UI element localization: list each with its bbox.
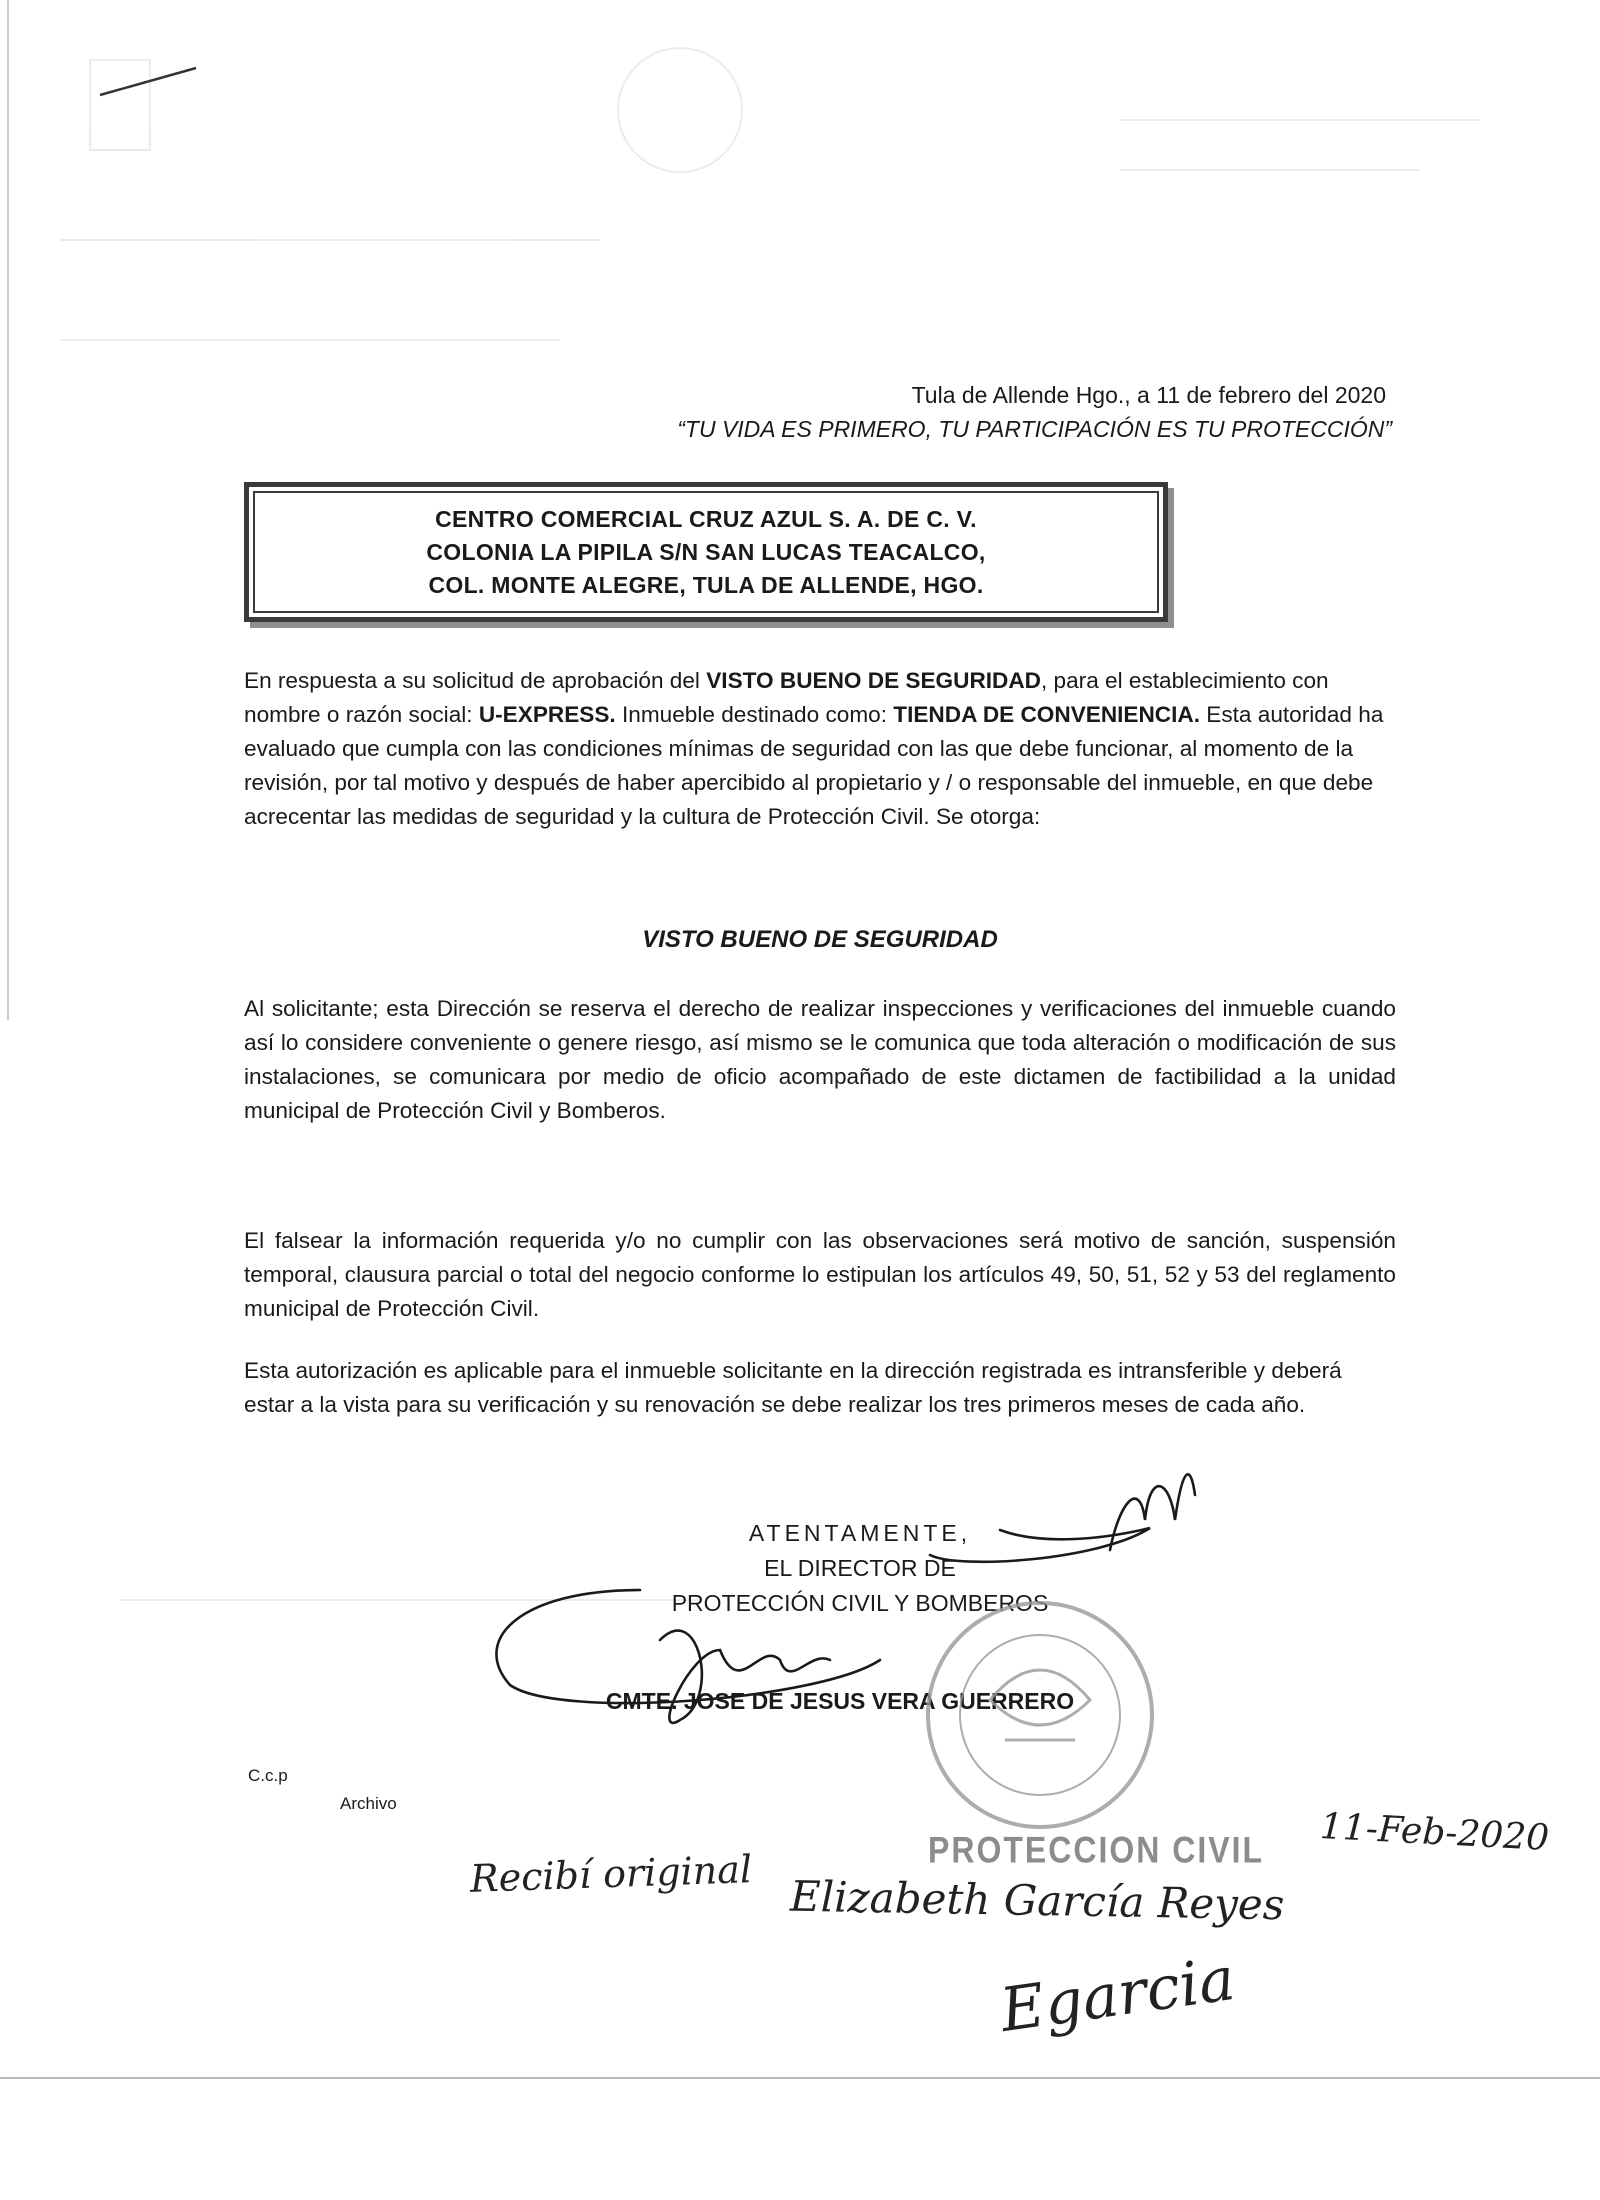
signer-name: CMTE. JOSE DE JESUS VERA GUERRERO bbox=[605, 1688, 1075, 1714]
p1-bold-visto: VISTO BUENO DE SEGURIDAD bbox=[706, 668, 1041, 693]
handwritten-received: Recibí original bbox=[469, 1847, 753, 1901]
paragraph-sanctions: El falsear la información requerida y/o no cumplir con las observaciones será motivo de sanción, suspensión temporal, clausura parcial o total del negocio conforme lo estipulan los artículos 49, 50, 51, 52 y 53 del reglamento municipal de Protección Civil. bbox=[244, 1228, 1396, 1321]
p1-bold-use: TIENDA DE CONVENIENCIA. bbox=[893, 702, 1200, 727]
handwritten-date: 11-Feb-2020 bbox=[1319, 1806, 1551, 1859]
p1-text-a: En respuesta a su solicitud de aprobación del bbox=[244, 668, 707, 693]
paragraph-authorization: Esta autorización es aplicable para el inmueble solicitante en la dirección registrada es intransferible y deberá estar a la vista para su verificación y su renovación se debe realizar los tres primeros meses de cada año. bbox=[244, 1358, 1342, 1417]
p1-text-g: Esta autoridad ha evaluado que cumpla con las condiciones mínimas de seguridad con las que debe funcionar, al momento de la revisión, por tal motivo y después de haber apercibido al propietario y / o responsable del inmueble, en que debe acrecentar las medidas de seguridad y la cultura de Protección Civil. Se otorga: bbox=[244, 702, 1384, 829]
p1-text-c: , para el establecimiento con nombre o razón social: bbox=[244, 668, 1329, 727]
p1-text-e: Inmueble destinado como: bbox=[615, 702, 894, 727]
motto: “TU VIDA ES PRIMERO, TU PARTICIPACIÓN ES TU PROTECCIÓN” bbox=[677, 416, 1392, 442]
section-heading: VISTO BUENO DE SEGURIDAD bbox=[642, 926, 998, 953]
handwritten-name: Elizabeth García Reyes bbox=[789, 1871, 1285, 1930]
recipient-line-1: CENTRO COMERCIAL CRUZ AZUL S. A. DE C. V. bbox=[435, 505, 977, 532]
dateline: Tula de Allende Hgo., a 11 de febrero del 2020 bbox=[911, 382, 1386, 408]
closing-title-1: EL DIRECTOR DE bbox=[764, 1555, 956, 1581]
archivo-label: Archivo bbox=[340, 1794, 397, 1813]
stamp-text: PROTECCION CIVIL bbox=[928, 1829, 1265, 1871]
paragraph-inspections: Al solicitante; esta Dirección se reserva el derecho de realizar inspecciones y verificaciones del inmueble cuando así lo considere conveniente o genere riesgo, así mismo se le comunica que toda alteración o modificación de sus instalaciones, se comunicara por medio de oficio acompañado de este dictamen de factibilidad a la unidad municipal de Protección Civil y Bomberos. bbox=[244, 996, 1396, 1123]
closing-atentamente: ATENTAMENTE, bbox=[748, 1520, 972, 1546]
p1-bold-name: U-EXPRESS. bbox=[478, 702, 616, 727]
ccp-label: C.c.p bbox=[248, 1766, 288, 1785]
closing-title-2: PROTECCIÓN CIVIL Y BOMBEROS bbox=[671, 1590, 1049, 1616]
handwritten-signature: Egarcia bbox=[996, 1943, 1239, 2047]
recipient-line-3: COL. MONTE ALEGRE, TULA DE ALLENDE, HGO. bbox=[428, 571, 984, 598]
recipient-line-2: COLONIA LA PIPILA S/N SAN LUCAS TEACALCO, bbox=[426, 538, 986, 565]
